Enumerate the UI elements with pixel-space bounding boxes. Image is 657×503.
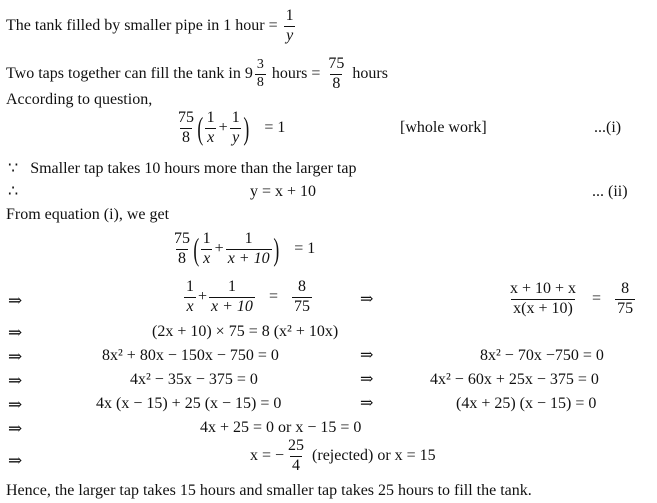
implies-symbol: ⇒ <box>360 371 374 388</box>
implies-symbol: ⇒ <box>360 395 374 412</box>
line-two-taps-together: Two taps together can fill the tank in 9 $\frac{3}{8}$ hours = $\frac{75}{8}$ hours <box>6 55 388 92</box>
implies-symbol: ⇒ <box>8 451 23 470</box>
implies-symbol: ⇒ <box>360 347 374 364</box>
statement-text: Two taps together can fill the tank in 9 <box>6 64 253 82</box>
implies-symbol: ⇒ <box>8 323 23 342</box>
conclusion-text: Hence, the larger tap takes 15 hours and smaller tap takes 25 hours to fill the tank. <box>6 482 532 499</box>
equation-whole-work: $\frac{75}{8}$ ( $\frac{1}{x}$ + $\frac{1}{y}$ ) = 1 <box>178 109 286 147</box>
because-symbol: ∵ <box>8 160 19 177</box>
implies-symbol: ⇒ <box>8 291 23 310</box>
equation-tag-ii: ... (ii) <box>592 183 628 200</box>
whole-work-note: [whole work] <box>400 119 487 136</box>
step-expand-left: 8x² + 80x − 150x − 750 = 0 <box>102 347 279 364</box>
fraction-75-over-8: $\frac{75}{8}$ <box>328 55 345 92</box>
implies-symbol: ⇒ <box>360 291 374 308</box>
equation-substituted: $\frac{75}{8}$ ( $\frac{1}{x}$ + $\frac{1}{x + 10}$ ) = 1 <box>174 230 316 268</box>
implies-symbol: ⇒ <box>8 419 23 438</box>
statement-text: The tank filled by smaller pipe in 1 hour = <box>6 16 278 34</box>
line-according-to-question: According to question, <box>6 91 153 108</box>
step-split-middle: 4x² − 60x + 25x − 375 = 0 <box>430 371 599 388</box>
step-combined-fraction: $\frac{x + 10 + x}{x(x + 10)}$ = $\frac{8}{75}$ <box>510 280 634 317</box>
step-fraction-sum: $\frac{1}{x}$ + $\frac{1}{x + 10}$ = $\frac{8}{75}$ <box>186 278 310 315</box>
step-expand-right: 8x² − 70x −750 = 0 <box>480 347 604 364</box>
implies-symbol: ⇒ <box>8 395 23 414</box>
step-group-left: 4x (x − 15) + 25 (x − 15) = 0 <box>96 395 282 412</box>
therefore-symbol: ∴ <box>8 183 19 200</box>
line-because: ∵ Smaller tap takes 10 hours more than the larger tap <box>8 160 357 177</box>
equation-tag-i: ...(i) <box>594 119 622 136</box>
step-solutions: x = − $\frac{25}{4}$ (rejected) or x = 15 <box>250 437 436 474</box>
step-factorised: (4x + 25) (x − 15) = 0 <box>456 395 597 412</box>
implies-symbol: ⇒ <box>8 371 23 390</box>
implies-symbol: ⇒ <box>8 347 23 366</box>
step-divide-left: 4x² − 35x − 375 = 0 <box>130 371 258 388</box>
step-cross-multiply: (2x + 10) × 75 = 8 (x² + 10x) <box>152 323 339 340</box>
step-zero-factors: 4x + 25 = 0 or x − 15 = 0 <box>200 419 362 436</box>
fraction-1-over-y: $\frac{1}{y}$ <box>285 7 294 44</box>
line-smaller-pipe-rate <box>6 8 298 45</box>
line-from-equation: From equation (i), we get <box>6 206 170 223</box>
equation-y-eq-x-plus-10: y = x + 10 <box>250 183 317 200</box>
mixed-fraction: $\frac{3}{8}$ <box>256 57 264 90</box>
